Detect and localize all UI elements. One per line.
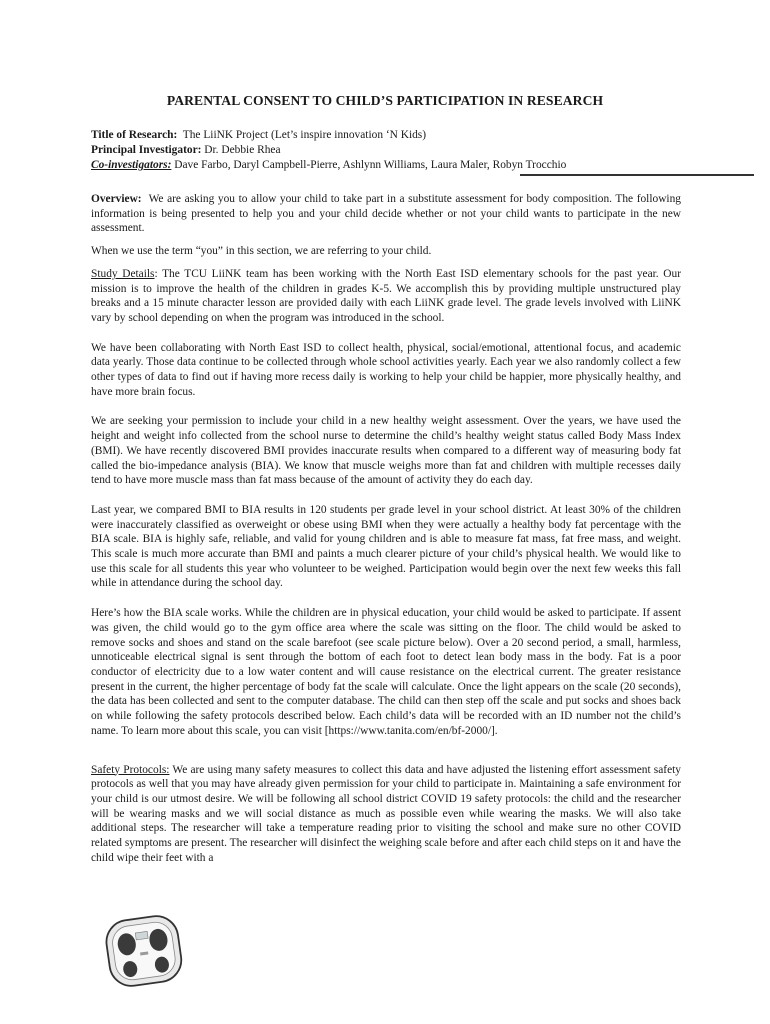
- section-divider: [520, 174, 754, 176]
- collaboration-paragraph: We have been collaborating with North East ISD to collect health, physical, social/emotional, attentional focus, and academic data yearly. Those data continue to be collected through whole school activities yearly. Each year we also randomly collect a few other types of data to find out if having more recess daily is working to help your child be happier, more physically healthy, and have more brain focus.: [91, 341, 681, 398]
- study-details-text: : The TCU LiiNK team has been working with the North East ISD elementary schools for the past year. Our mission is to improve the health of the children in grades K-5. We accomplish this by providing multiple unstructured play breaks and a 15 minute character lesson are provided daily with each LiiNK grade level. The grade levels involved with LiiNK vary by school depending on when the program was introduced in the school.: [91, 267, 681, 324]
- co-investigators-label: Co-investigators:: [91, 159, 172, 171]
- research-meta: [91, 128, 691, 173]
- overview-label: Overview:: [91, 193, 142, 205]
- co-investigators-value: Dave Farbo, Daryl Campbell-Pierre, Ashlynn Williams, Laura Maler, Robyn Trocchio: [174, 159, 567, 171]
- principal-investigator-label: Principal Investigator:: [91, 144, 202, 156]
- research-title-label: Title of Research:: [91, 129, 178, 141]
- scale-display: [135, 931, 148, 940]
- comparison-paragraph: Last year, we compared BMI to BIA results in 120 students per grade level in your school district. At least 30% of the children were inaccurately classified as overweight or obese using BMI when they were actually a healthy body fat percentage with the BIA scale. BIA is highly safe, reliable, and valid for young children and is able to measure fat mass, fat free mass, and weight. This scale is much more accurate than BMI and paints a much clearer picture of your child’s physical health. We would like to use this scale for all students this year who volunteer to be weighed. Participation would begin over the next few weeks this fall while in attendance during the school day.: [91, 503, 681, 590]
- co-investigators-line: [91, 158, 691, 173]
- principal-investigator-line: [91, 143, 691, 158]
- principal-investigator-value: Dr. Debbie Rhea: [204, 144, 281, 156]
- research-title-line: [91, 128, 691, 143]
- safety-protocols-text: We are using many safety measures to collect this data and have adjusted the listening effort assessment safety protocols as well that you may have already given permission for your child to participate in. Maintaining a safe environment for your child is our utmost desire. We will be following all school district COVID 19 safety protocols: the child and the researcher will be wearing masks and we will social distance as much as possible even while wearing the masks. We will also take additional steps. The researcher will take a temperature reading prior to visiting the school and make sure no other COVID related symptoms are present. The researcher will disinfect the weighing scale before and after each child steps on it and have the child wipe their feet with a: [91, 763, 681, 864]
- research-title-value: The LiiNK Project (Let’s inspire innovation ‘N Kids): [182, 129, 427, 141]
- overview-text: We are asking you to allow your child to take part in a substitute assessment for body composition. The following information is being presented to help you and your child decide whether or not your child wants to participate in the new assessment.: [91, 193, 681, 235]
- study-details-label: Study Details: [91, 267, 155, 280]
- permission-paragraph: We are seeking your permission to include your child in a new healthy weight assessment. Over the years, we have used the height and weight info collected from the school nurse to determine the child’s healthy weight status called Body Mass Index (BMI). We have recently discovered BMI provides inaccurate results when compared to a different way of measuring body fat called the bio-impedance analysis (BIA). We know that muscle weighs more than fat and children with multiple recesses daily tend to have more muscle mass than fat mass because of the amount of activity they do each day.: [91, 415, 681, 487]
- study-details-paragraph: [91, 267, 681, 326]
- bia-scale-image: [98, 912, 190, 992]
- overview-paragraph: [91, 192, 681, 236]
- page-title: PARENTAL CONSENT TO CHILD’S PARTICIPATION IN RESEARCH: [166, 93, 604, 108]
- you-note-paragraph: When we use the term “you” in this section, we are referring to your child.: [91, 245, 432, 258]
- bia-scale-paragraph: Here’s how the BIA scale works. While the children are in physical education, your child would be asked to participate. If assent was given, the child would go to the gym office area where the scale was sitting on the floor. The child would be asked to remove socks and shoes and stand on the scale barefoot (see scale picture below). Over a 20 second period, a small, harmless, unnoticeable electrical signal is sent through the bottom of each foot to detect lean body mass in the body. Fat is a poor conductor of electricity due to a low water content and will cause resistance on the electrical current. The greater resistance present in the current, the higher percentage of body fat the scale will calculate. Once the light appears on the scale (20 seconds), the data has been collected and sent to the computer database. The child can then step off the scale and put socks and shoes back on while following the safety protocols described below. Each child’s data will be recorded with an ID number not the child’s name. To learn more about this scale, you can visit [https://www.tanita.com/en/bf-2000/].: [91, 607, 681, 737]
- document-body: [91, 192, 681, 865]
- safety-protocols-paragraph: [91, 763, 681, 866]
- safety-protocols-label: Safety Protocols:: [91, 763, 170, 776]
